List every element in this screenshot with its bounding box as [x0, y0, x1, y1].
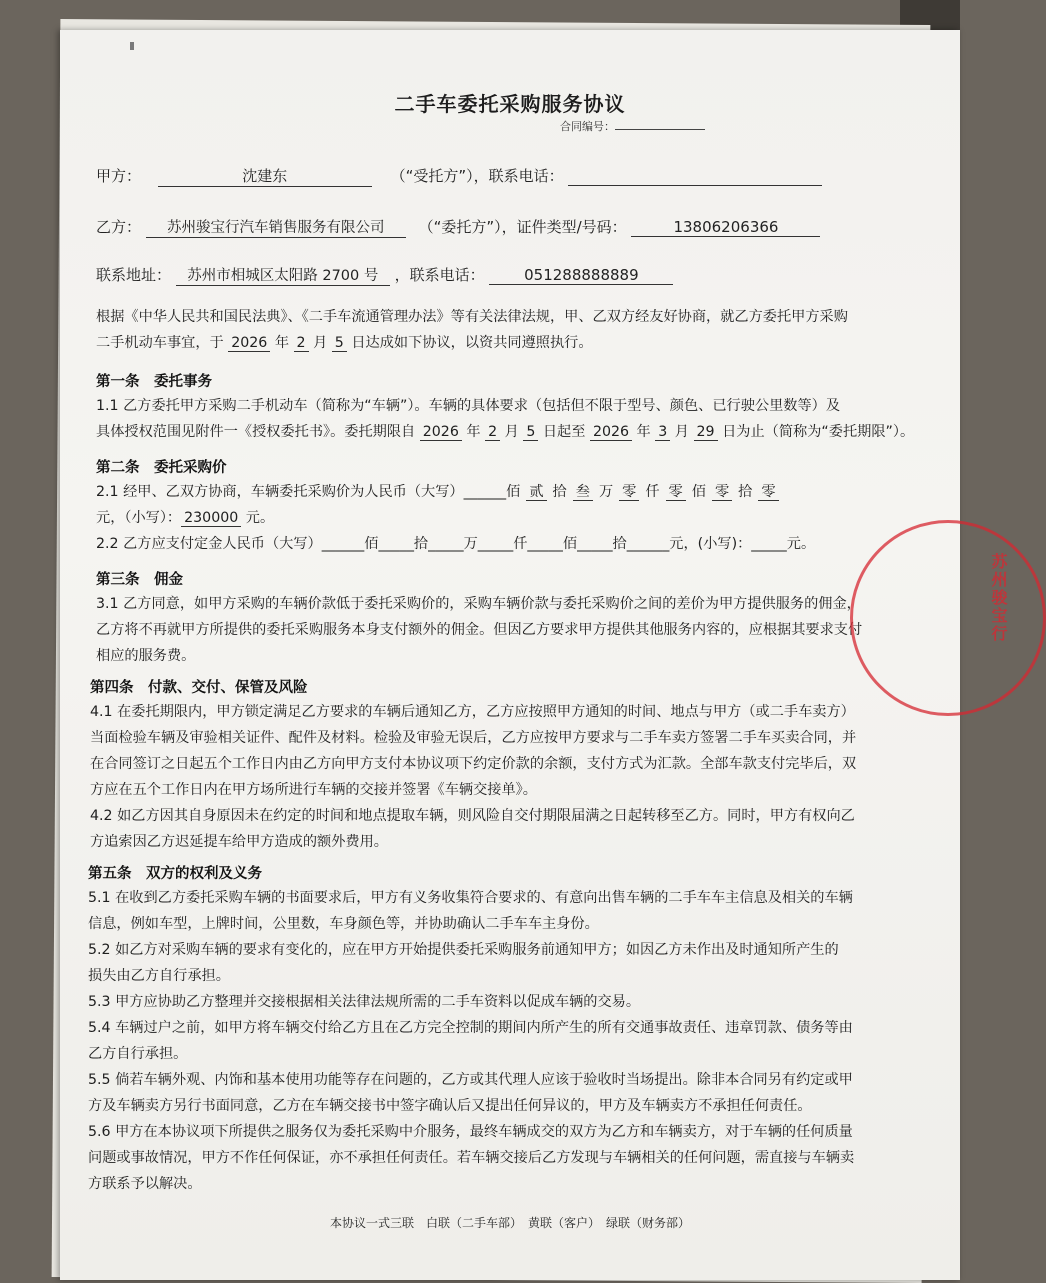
article-4-line: 在合同签订之日起五个工作日内由乙方向甲方支付本协议项下约定价款的余额，支付方式为汇款。全部车款支付完毕后，双	[90, 756, 857, 772]
article-5-heading: 第五条 双方的权利及义务	[88, 866, 262, 882]
article-4-line: 4.2 如乙方因其自身原因未在约定的时间和地点提取车辆，则风险自交付期限届满之日起转移至乙方。同时，甲方有权向乙	[90, 808, 855, 824]
agreement-month: 2	[294, 335, 309, 352]
price-digit-shi: 零	[712, 484, 732, 501]
article-4	[90, 676, 856, 855]
article-2-line-2: 元，（小写）： 230000 元。	[96, 510, 275, 526]
party-b-row	[96, 216, 820, 238]
address-value: 苏州市相城区太阳路 2700 号	[176, 264, 390, 286]
article-3-line: 3.1 乙方同意，如甲方采购的车辆价款低于委托采购价的，采购车辆价款与委托采购价之间的差价为甲方提供服务的佣金，	[96, 596, 861, 612]
contract-number	[560, 118, 705, 134]
article-2-heading: 第二条 委托采购价	[96, 460, 227, 476]
article-3-line: 乙方将不再就甲方所提供的委托采购服务本身支付额外的佣金。但因乙方要求甲方提供其他服务内容的，应根据其要求支付	[96, 622, 863, 638]
copies-footer: 本协议一式三联 白联（二手车部） 黄联（客户） 绿联（财务部）	[329, 1216, 690, 1230]
party-a-name: 沈建东	[158, 165, 372, 187]
agreement-year: 2026	[228, 335, 270, 352]
party-a-role: （“受托方”），联系电话：	[390, 167, 564, 185]
party-a-row	[96, 165, 822, 187]
article-3-line: 相应的服务费。	[96, 648, 196, 664]
article-4-heading: 第四条 付款、交付、保管及风险	[90, 680, 308, 696]
article-5-line: 5.3 甲方应协助乙方整理并交接根据相关法律法规所需的二手车资料以促成车辆的交易。	[88, 994, 641, 1010]
term-end-month: 3	[655, 424, 670, 441]
price-digit-qian: 零	[619, 484, 639, 501]
address-phone-label: ，联系电话：	[394, 266, 485, 284]
party-a-phone-blank	[568, 167, 822, 186]
article-5-line: 5.1 在收到乙方委托采购车辆的书面要求后，甲方有义务收集符合要求的、有意向出售车辆的二手车车主信息及相关的车辆	[88, 890, 853, 906]
article-5-line: 乙方自行承担。	[88, 1046, 188, 1062]
party-b-label: 乙方：	[96, 218, 142, 236]
agreement-day: 5	[332, 335, 347, 352]
term-start-month: 2	[485, 424, 500, 441]
address-row	[96, 264, 673, 286]
article-5-line: 方联系予以解决。	[88, 1176, 202, 1192]
article-1-line-2: 具体授权范围见附件一《授权委托书》。委托期限自 2026 年 2 月 5 日起至 2026 年 3 月 29 日为止（简称为“委托期限”）。	[96, 424, 915, 440]
article-5-line: 信息，例如车型，上牌时间，公里数，车身颜色等，并协助确认二手车车主身份。	[88, 916, 599, 932]
article-2-line-3: 2.2 乙方应支付定金人民币（大写）______佰_____拾_____万_____仟_____佰_____拾______元，(小写)：_____元。	[96, 536, 816, 552]
address-phone: 051288888889	[489, 266, 673, 285]
company-seal-stamp	[850, 520, 1046, 716]
term-end-day: 29	[694, 424, 718, 441]
preamble	[96, 304, 848, 356]
contract-number-blank	[615, 119, 705, 130]
article-5-line: 5.4 车辆过户之前，如甲方将车辆交付给乙方且在乙方完全控制的期间内所产生的所有交通事故责任、违章罚款、债务等由	[88, 1020, 853, 1036]
article-5-line: 问题或事故情况，甲方不作任何保证，亦不承担任何责任。若车辆交接后乙方发现与车辆相关的任何问题，需直接与车辆卖	[88, 1150, 855, 1166]
company-seal-text: 苏州骏宝行	[989, 553, 1008, 643]
address-label: 联系地址：	[96, 266, 172, 284]
article-1-heading: 第一条 委托事务	[96, 374, 212, 390]
contract-number-label: 合同编号：	[560, 120, 615, 133]
article-5-line: 5.2 如乙方对采购车辆的要求有变化的，应在甲方开始提供委托采购服务前通知甲方；如因乙方未作出及时通知所产生的	[88, 942, 839, 958]
article-2-line-1: 2.1 经甲、乙双方协商，车辆委托采购价为人民币（大写）______佰 贰 拾 叁 万 零 仟 零 佰 零 拾 零	[96, 479, 815, 505]
party-b-name: 苏州骏宝行汽车销售服务有限公司	[146, 216, 406, 238]
article-1-line-1: 1.1 乙方委托甲方采购二手机动车（简称为“车辆”）。车辆的具体要求（包括但不限于型号、颜色、已行驶公里数等）及	[96, 398, 841, 414]
term-start-day: 5	[523, 424, 538, 441]
article-4-line: 4.1 在委托期限内，甲方锁定满足乙方要求的车辆后通知乙方，乙方应按照甲方通知的时间、地点与甲方（或二手车卖方）	[90, 704, 855, 720]
party-b-id-number: 13806206366	[631, 218, 820, 237]
price-digit-wan: 叁	[573, 484, 593, 501]
preamble-line-2: 二手机动车事宜，于 2026 年 2 月 5 日达成如下协议，以资共同遵照执行。	[96, 335, 593, 351]
term-start-year: 2026	[420, 424, 462, 441]
price-digit-bai: 零	[666, 484, 686, 501]
article-1	[96, 370, 914, 445]
price-amount: 230000	[181, 510, 241, 527]
article-4-line: 当面检验车辆及审验相关证件、配件及材料。检验及审验无误后，乙方应按甲方要求与二手车卖方签署二手车买卖合同，并	[90, 730, 857, 746]
preamble-line-1: 根据《中华人民共和国民法典》、《二手车流通管理办法》等有关法律法规，甲、乙双方经友好协商，就乙方委托甲方采购	[96, 309, 848, 325]
price-digit-ge: 零	[758, 484, 778, 501]
staple-mark	[130, 42, 134, 50]
contract-document	[60, 30, 1008, 1280]
term-end-year: 2026	[590, 424, 632, 441]
party-b-role: （“委托方”），证件类型/号码：	[418, 218, 627, 236]
party-a-label: 甲方：	[96, 167, 142, 185]
article-4-line: 方应在五个工作日内在甲方场所进行车辆的交接并签署《车辆交接单》。	[90, 782, 537, 798]
article-5-line: 方及车辆卖方另行书面同意，乙方在车辆交接书中签字确认后又提出任何异议的，甲方及车辆卖方不承担任何责任。	[88, 1098, 812, 1114]
article-5	[88, 862, 854, 1197]
article-5-line: 5.6 甲方在本协议项下所提供之服务仅为委托采购中介服务，最终车辆成交的双方为乙方和车辆卖方，对于车辆的任何质量	[88, 1124, 853, 1140]
article-3-heading: 第三条 佣金	[96, 572, 183, 588]
article-4-line: 方追索因乙方迟延提车给甲方造成的额外费用。	[90, 834, 388, 850]
article-5-line: 损失由乙方自行承担。	[88, 968, 230, 984]
article-5-line: 5.5 倘若车辆外观、内饰和基本使用功能等存在问题的，乙方或其代理人应该于验收时当场提出。除非本合同另有约定或甲	[88, 1072, 853, 1088]
article-3	[96, 568, 862, 669]
price-digit-shiwan: 贰	[526, 484, 546, 501]
article-2	[96, 456, 815, 557]
document-title: 二手车委托采购服务协议	[394, 92, 626, 116]
